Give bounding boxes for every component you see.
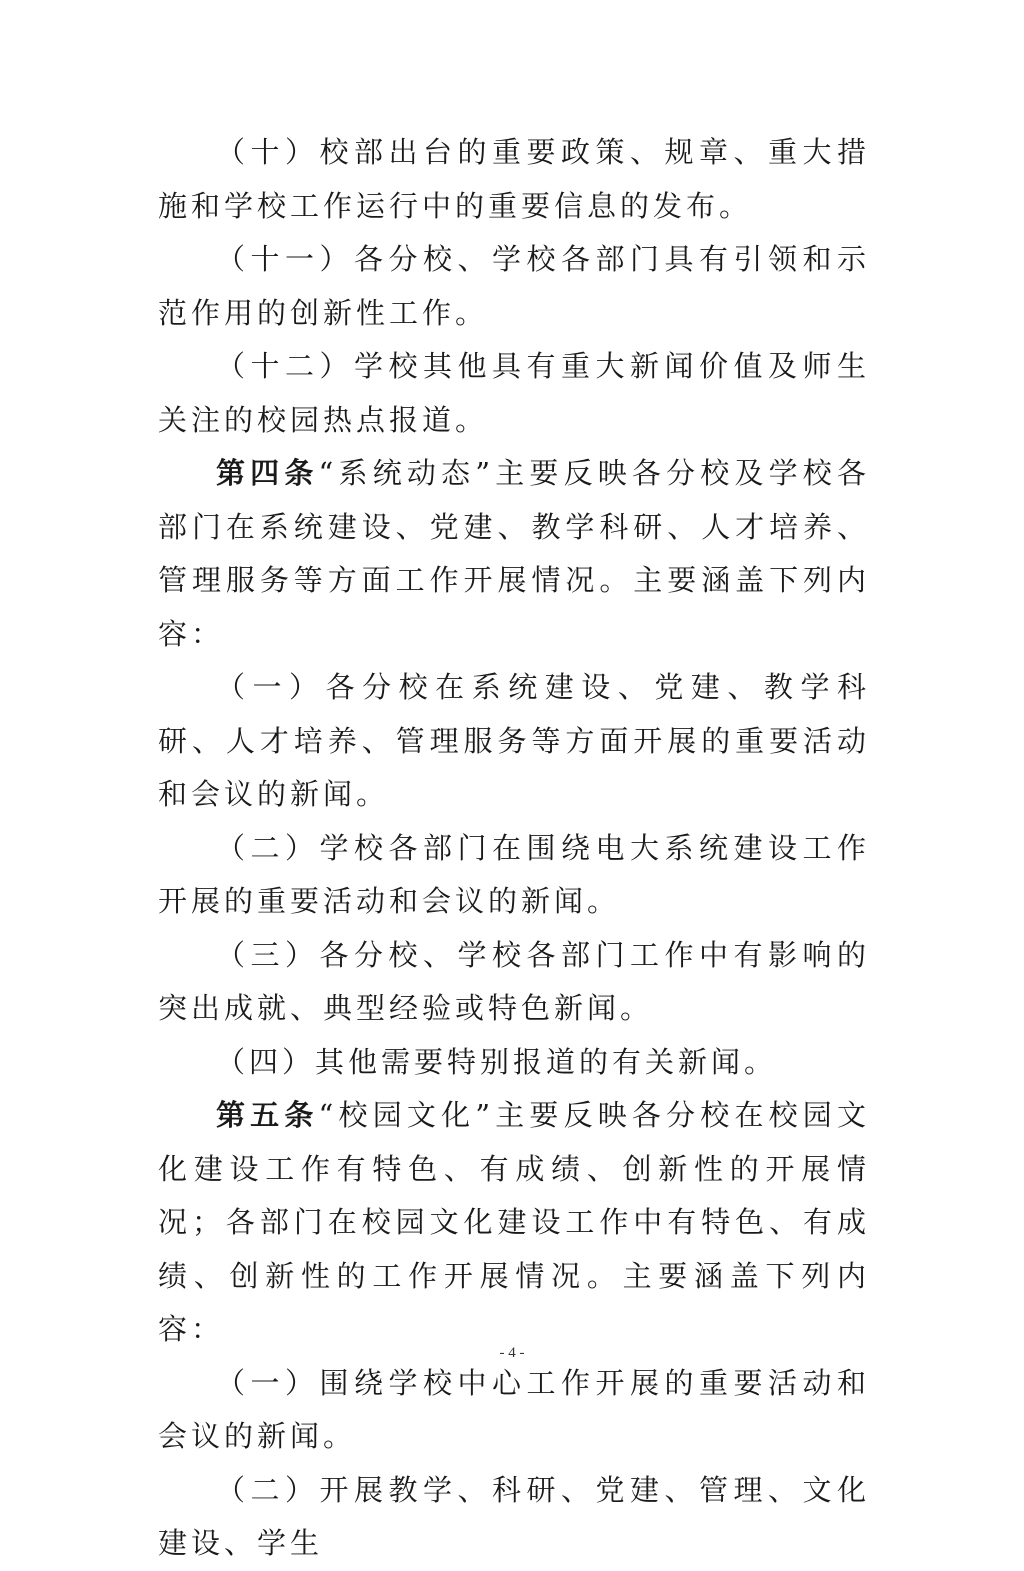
paragraph-text: （二）学校各部门在围绕电大系统建设工作开展的重要活动和会议的新闻。 — [158, 830, 870, 918]
paragraph-text: （二）开展教学、科研、党建、管理、文化建设、学生 — [158, 1472, 870, 1560]
article-heading: 第五条 — [216, 1098, 319, 1132]
paragraph-item-10 — [158, 126, 870, 233]
article-4-item-1 — [158, 661, 870, 822]
page-number: - 4 - — [499, 1345, 525, 1361]
paragraph-text: （三）各分校、学校各部门工作中有影响的突出成就、典型经验或特色新闻。 — [158, 937, 870, 1025]
paragraph-text: “校园文化”主要反映各分校在校园文化建设工作有特色、有成绩、创新性的开展情况；各部门在校园文化建设工作中有特色、有成绩、创新性的工作开展情况。主要涵盖下列内容： — [158, 1098, 870, 1346]
article-4-item-2 — [158, 822, 870, 929]
paragraph-text: （一）围绕学校中心工作开展的重要活动和会议的新闻。 — [158, 1365, 870, 1453]
paragraph-text: （十一）各分校、学校各部门具有引领和示范作用的创新性工作。 — [158, 242, 870, 330]
paragraph-text: （十二）学校其他具有重大新闻价值及师生关注的校园热点报道。 — [158, 349, 870, 437]
article-heading: 第四条 — [216, 456, 319, 490]
article-5 — [158, 1089, 870, 1357]
paragraph-text: （十）校部出台的重要政策、规章、重大措施和学校工作运行中的重要信息的发布。 — [158, 135, 870, 223]
article-4-item-3 — [158, 929, 870, 1036]
article-5-item-1 — [158, 1357, 870, 1464]
paragraph-item-12 — [158, 340, 870, 447]
article-4 — [158, 447, 870, 661]
article-5-item-2 — [158, 1464, 870, 1571]
paragraph-text: （一）各分校在系统建设、党建、教学科研、人才培养、管理服务等方面开展的重要活动和会议的新闻。 — [158, 670, 870, 811]
paragraph-text: “系统动态”主要反映各分校及学校各部门在系统建设、党建、教学科研、人才培养、管理服务等方面工作开展情况。主要涵盖下列内容： — [158, 456, 870, 651]
paragraph-item-11 — [158, 233, 870, 340]
paragraph-text: （四）其他需要特别报道的有关新闻。 — [216, 1044, 778, 1079]
article-4-item-4 — [158, 1036, 870, 1090]
